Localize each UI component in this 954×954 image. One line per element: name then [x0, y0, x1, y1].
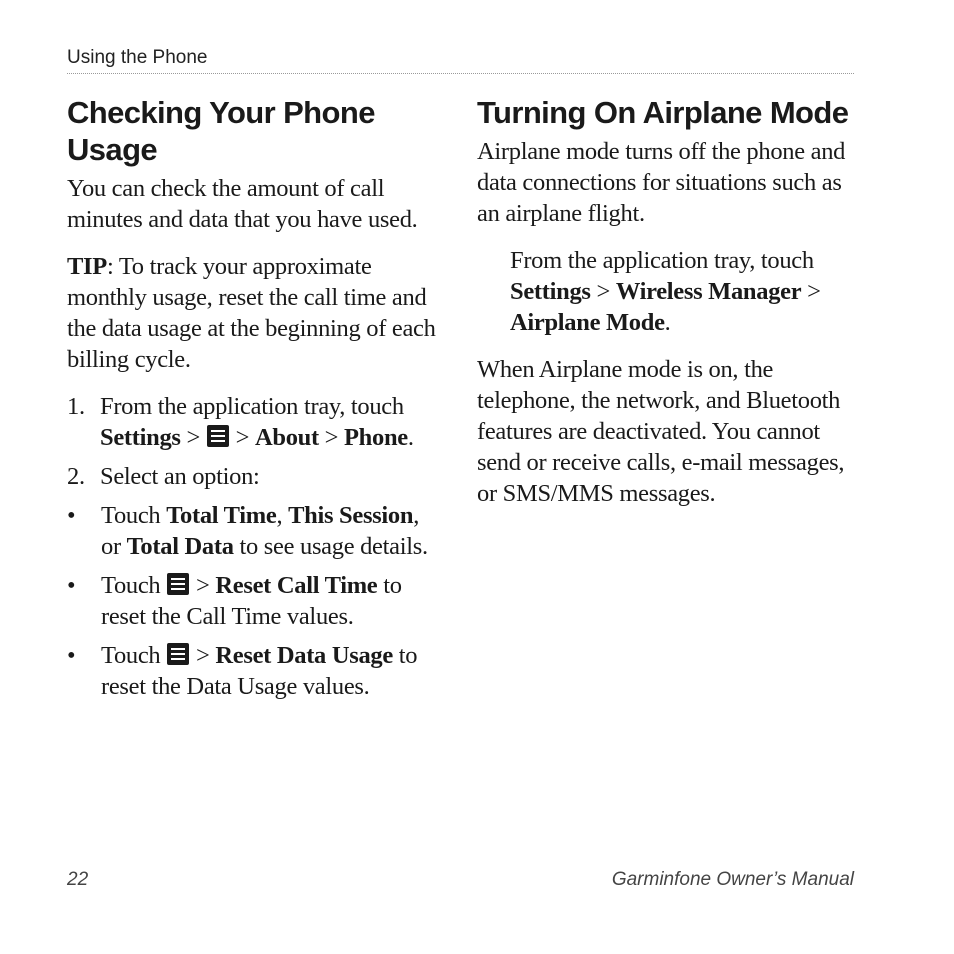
menu-icon — [207, 425, 229, 447]
settings-label: Settings — [510, 278, 591, 305]
option-text: , or — [101, 502, 420, 560]
about-label: About — [254, 424, 319, 451]
option-item — [67, 640, 442, 702]
option-text: to reset the Data Usage values. — [101, 642, 418, 700]
tip-text: : To track your approximate monthly usage, reset the call time and the data usage at the beginning of each billing cycle. — [67, 253, 436, 373]
separator: > — [229, 424, 255, 451]
total-time-label: Total Time — [166, 502, 277, 529]
step-text: From the application tray, touch — [510, 247, 814, 274]
separator: > — [190, 572, 216, 599]
separator: > — [318, 424, 345, 451]
section-title-phone-usage: Checking Your Phone Usage — [67, 95, 375, 167]
bullet: • — [67, 572, 76, 599]
option-text: to see usage details. — [233, 533, 428, 560]
bullet: • — [67, 642, 76, 669]
airplane-intro: Airplane mode turns off the phone and data connections for situations such as an airplane flight. — [477, 138, 846, 227]
reset-data-usage-label: Reset Data Usage — [215, 642, 393, 669]
period: . — [664, 309, 671, 336]
this-session-label: This Session — [288, 502, 414, 529]
manual-title: Garminfone Owner’s Manual — [611, 869, 854, 890]
page-number: 22 — [67, 869, 89, 890]
menu-icon — [167, 573, 189, 595]
option-item — [67, 500, 442, 562]
option-text: Touch — [101, 642, 167, 669]
separator: > — [590, 278, 616, 305]
wireless-manager-label: Wireless Manager — [615, 278, 802, 305]
tip-paragraph — [67, 251, 442, 375]
left-column — [67, 94, 442, 710]
intro-paragraph: You can check the amount of call minutes and data that you have used. — [67, 175, 418, 233]
menu-icon — [167, 643, 189, 665]
option-text: , — [276, 502, 289, 529]
option-text: to reset the Call Time values. — [101, 572, 402, 630]
settings-label: Settings — [100, 424, 181, 451]
separator: > — [190, 642, 216, 669]
running-header: Using the Phone — [67, 47, 854, 74]
airplane-outro: When Airplane mode is on, the telephone, the network, and Bluetooth features are deactivated. You cannot send or receive calls, e-mail messages, or SMS/MMS messages. — [477, 356, 845, 507]
option-item — [67, 570, 442, 632]
tip-label: TIP — [67, 253, 107, 280]
reset-call-time-label: Reset Call Time — [215, 572, 378, 599]
separator: > — [180, 424, 206, 451]
step-text: From the application tray, touch — [100, 393, 404, 420]
right-column — [477, 94, 857, 525]
option-text: Touch — [101, 572, 167, 599]
airplane-mode-label: Airplane Mode — [510, 309, 665, 336]
step-1 — [67, 391, 442, 453]
separator: > — [801, 278, 821, 305]
option-text: Touch — [101, 502, 167, 529]
period: . — [407, 424, 414, 451]
airplane-step — [477, 245, 857, 338]
options-list — [67, 500, 442, 702]
bullet: • — [67, 502, 76, 529]
step-number: 1. — [67, 393, 85, 420]
steps-list — [67, 391, 442, 702]
step-number: 2. — [67, 463, 85, 490]
total-data-label: Total Data — [126, 533, 234, 560]
step-2 — [67, 461, 442, 702]
step-text: Select an option: — [100, 463, 260, 490]
phone-label: Phone — [344, 424, 408, 451]
section-title-airplane-mode: Turning On Airplane Mode — [477, 95, 849, 130]
